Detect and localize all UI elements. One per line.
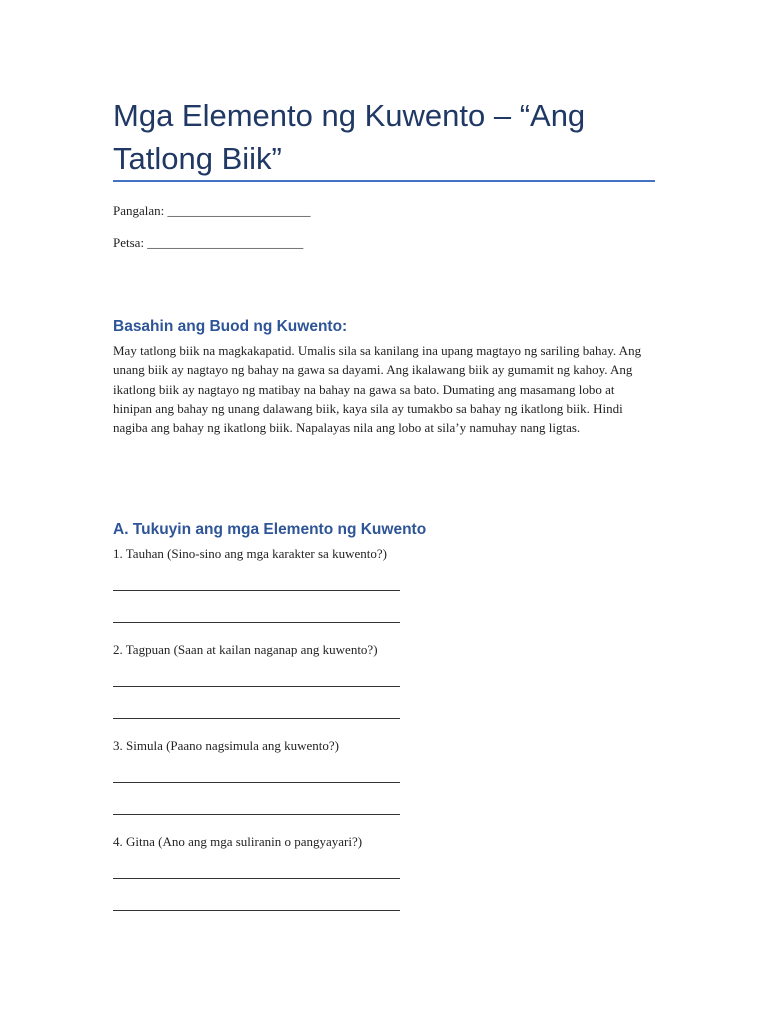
question-1: 1. Tauhan (Sino-sino ang mga karakter sa kuwento?) xyxy=(113,546,387,561)
answer-line[interactable] xyxy=(113,686,400,687)
answer-line[interactable] xyxy=(113,782,400,783)
date-field: Petsa: ________________________ xyxy=(113,235,304,250)
answer-line[interactable] xyxy=(113,814,400,815)
answer-line[interactable] xyxy=(113,718,400,719)
name-field: Pangalan: ______________________ xyxy=(113,203,311,218)
question-2: 2. Tagpuan (Saan at kailan naganap ang kuwento?) xyxy=(113,642,378,657)
answer-line[interactable] xyxy=(113,622,400,623)
page-title: Mga Elemento ng Kuwento – “Ang Tatlong Biik” xyxy=(113,98,586,176)
question-3: 3. Simula (Paano nagsimula ang kuwento?) xyxy=(113,738,340,753)
section-a-heading: A. Tukuyin ang mga Elemento ng Kuwento xyxy=(113,521,427,538)
answer-line[interactable] xyxy=(113,878,400,879)
story-summary: May tatlong biik na magkakapatid. Umalis sila sa kanilang ina upang magtayo ng sariling bahay. Ang unang biik ay nagtayo ng bahay na gawa sa dayami. Ang ikalawang biik ay gumamit ng kahoy. Ang ikatlong biik ay nagtayo ng matibay na bahay na gawa sa bato. Dumating ang masamang lobo at hinipan ang bahay ng unang dalawang biik, kaya sila ay tumakbo sa bahay ng ikatlong biik. Hindi nagiba ang bahay ng ikatlong biik. Napalayas nila ang lobo at sila’y namuhay nang ligtas. xyxy=(113,343,642,436)
answer-line[interactable] xyxy=(113,590,400,591)
answer-line[interactable] xyxy=(113,910,400,911)
summary-heading: Basahin ang Buod ng Kuwento: xyxy=(113,318,348,335)
question-4: 4. Gitna (Ano ang mga suliranin o pangyayari?) xyxy=(113,834,363,849)
title-divider xyxy=(113,180,655,182)
